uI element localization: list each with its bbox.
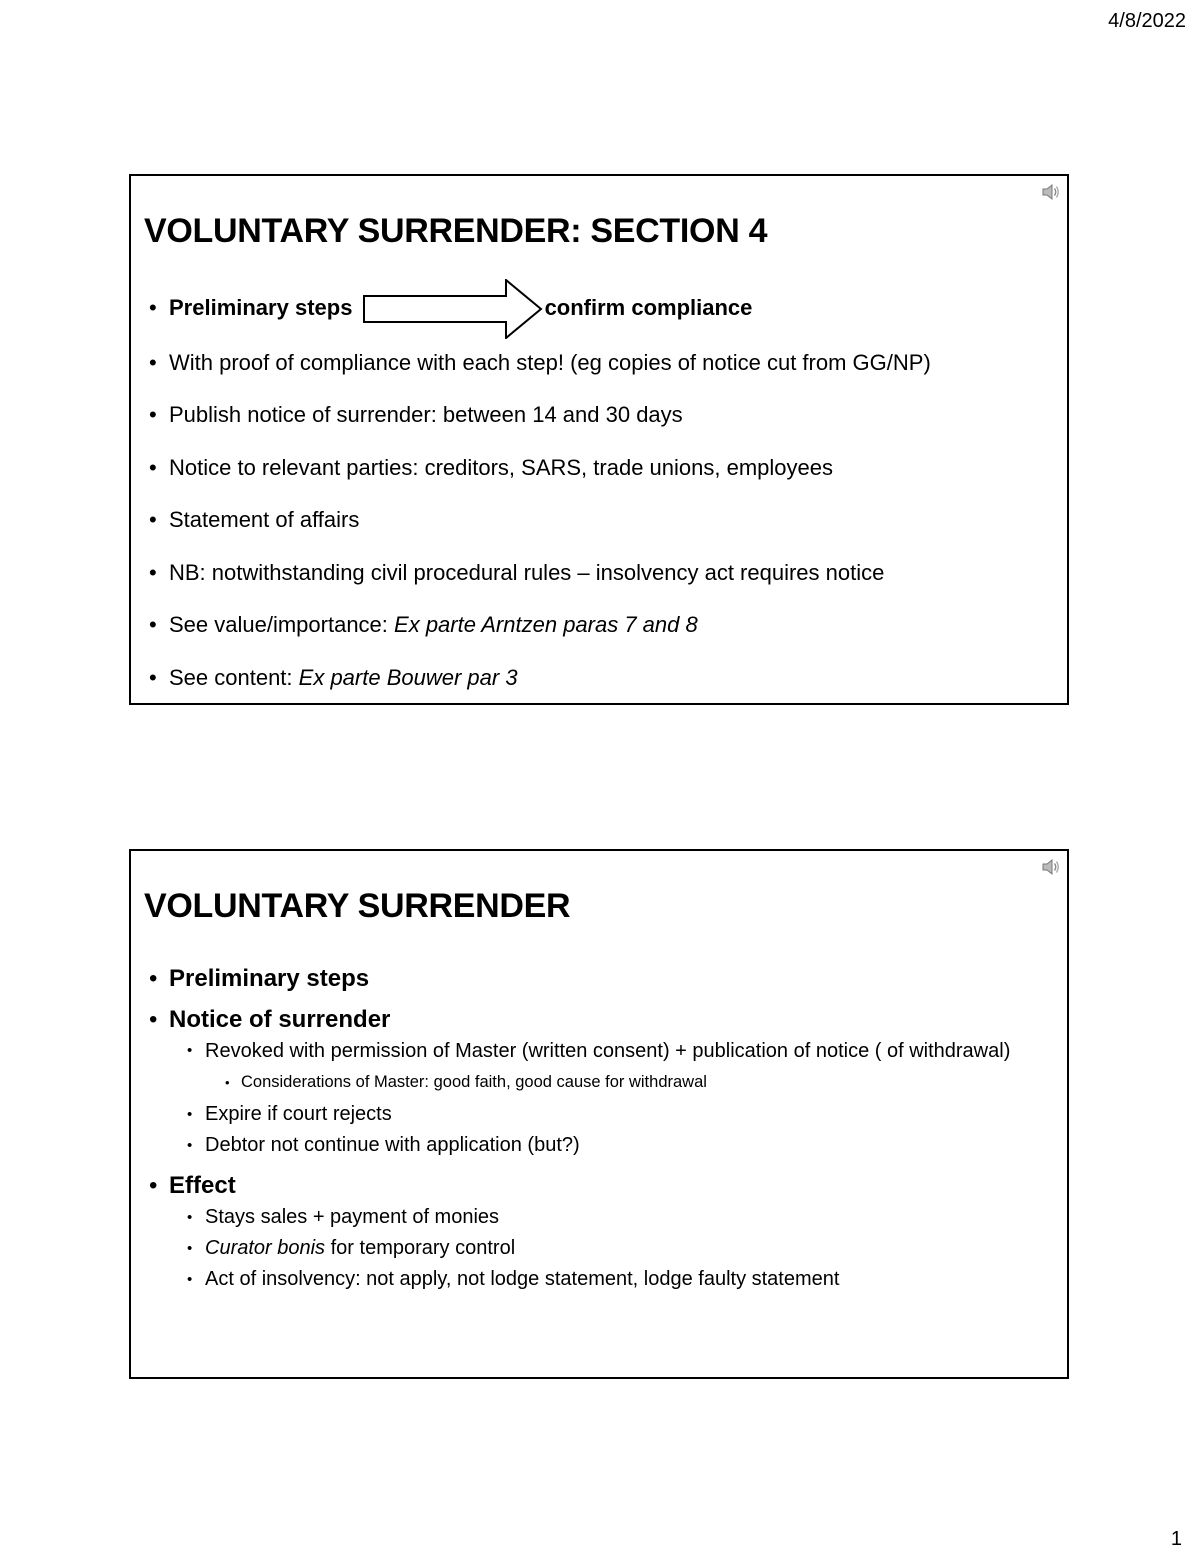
bullet-statement-of-affairs: • Statement of affairs — [149, 506, 1053, 533]
latin-term: Curator bonis — [205, 1237, 326, 1259]
bullet-publish-notice: • Publish notice of surrender: between 14 and 30 days — [149, 401, 1053, 428]
speaker-icon[interactable] — [1041, 182, 1061, 202]
slide-title: VOLUNTARY SURRENDER — [144, 887, 571, 925]
bullet-effect — [149, 1170, 1053, 1202]
speaker-icon[interactable] — [1041, 857, 1061, 877]
bullet-nb-notice: • NB: notwithstanding civil procedural rules – insolvency act requires notice — [149, 559, 1053, 586]
sub-sub-bullet-considerations: • Considerations of Master: good faith, good cause for withdrawal — [149, 1066, 1053, 1099]
page-date: 4/8/2022 — [1108, 10, 1186, 32]
slide-title: VOLUNTARY SURRENDER: SECTION 4 — [144, 212, 768, 250]
sub-bullet-debtor: • Debtor not continue with application (but?) — [149, 1130, 1053, 1161]
sub-bullet-act-of-insolvency: • Act of insolvency: not apply, not lodge statement, lodge faulty statement — [149, 1264, 1053, 1295]
right-arrow-icon — [363, 279, 543, 339]
sub-bullet-stays-sales: • Stays sales + payment of monies — [149, 1202, 1053, 1233]
bullet-text: Notice of surrender — [169, 1006, 391, 1033]
bullet-text: for temporary control — [325, 1237, 516, 1259]
sub-bullet-expire: • Expire if court rejects — [149, 1099, 1053, 1130]
bullet-list — [149, 963, 1053, 1295]
bullet-text: Preliminary steps — [169, 295, 353, 320]
bullet-text: Effect — [169, 1172, 236, 1199]
bullet-see-value — [149, 611, 1053, 638]
bullet-list — [149, 294, 1053, 716]
case-citation: Ex parte Bouwer par 3 — [298, 664, 518, 690]
sub-bullet-curator-bonis — [149, 1233, 1053, 1264]
sub-bullet-revoked: • Revoked with permission of Master (written consent) + publication of notice ( of withdrawal) — [149, 1036, 1053, 1066]
bullet-notice-of-surrender — [149, 1004, 1053, 1036]
bullet-text: confirm compliance — [544, 295, 753, 320]
slide-1 — [129, 174, 1069, 705]
bullet-proof-of-compliance: • With proof of compliance with each step! (eg copies of notice cut from GG/NP) — [149, 349, 1053, 376]
case-citation: Ex parte Arntzen paras 7 and 8 — [394, 612, 698, 638]
bullet-text: See content: — [169, 664, 299, 690]
bullet-preliminary-steps — [149, 963, 1053, 995]
page-number: 1 — [1170, 1528, 1182, 1550]
bullet-text: Preliminary steps — [169, 965, 370, 992]
bullet-notice-relevant-parties: • Notice to relevant parties: creditors, SARS, trade unions, employees — [149, 454, 1053, 481]
bullet-see-content — [149, 664, 1053, 691]
slide-2 — [129, 849, 1069, 1379]
bullet-text: See value/importance: — [169, 612, 395, 638]
bullet-preliminary-steps — [149, 294, 1053, 323]
